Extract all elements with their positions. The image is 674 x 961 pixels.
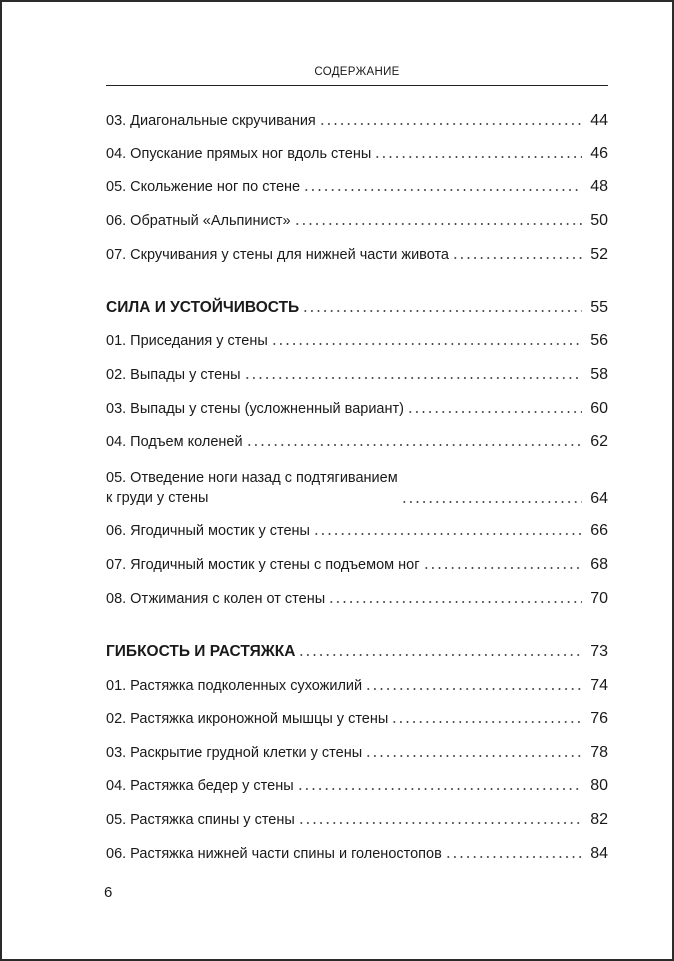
entry-page: 48 — [590, 178, 608, 195]
entry-title: 05. Растяжка спины у стены — [106, 812, 295, 828]
entry-page: 66 — [590, 522, 608, 539]
entry-title: 08. Отжимания с колен от стены — [106, 591, 326, 607]
dot-leader — [244, 376, 582, 380]
entry-title: 01. Растяжка подколенных сухожилий — [106, 678, 363, 694]
entry-page: 74 — [590, 677, 608, 694]
entry-title: 02. Выпады у стены — [106, 367, 241, 383]
entry-page: 55 — [590, 299, 608, 316]
entry-title: 04. Подъем коленей — [106, 434, 243, 450]
toc-entry[interactable] — [106, 710, 608, 728]
entry-title: 06. Растяжка нижней части спины и голеностопов — [106, 846, 442, 862]
dot-leader — [423, 566, 582, 570]
dot-leader — [246, 443, 582, 447]
dot-leader — [297, 787, 582, 791]
toc-entry[interactable] — [106, 400, 608, 418]
entry-title: 07. Скручивания у стены для нижней части живота — [106, 247, 450, 263]
page-number: 6 — [104, 884, 113, 901]
entry-title: ГИБКОСТЬ И РАСТЯЖКА — [106, 643, 296, 660]
entry-page: 80 — [590, 777, 608, 794]
dot-leader — [328, 600, 582, 604]
entry-title: 03. Диагональные скручивания — [106, 113, 316, 129]
entry-page: 68 — [590, 556, 608, 573]
entry-title: 05. Скольжение ног по стене — [106, 179, 301, 195]
entry-page: 62 — [590, 433, 608, 450]
toc-entry[interactable] — [106, 246, 608, 264]
entry-title: 01. Приседания у стены — [106, 333, 268, 349]
toc-entry[interactable] — [106, 212, 608, 230]
entry-title: 04. Растяжка бедер у стены — [106, 778, 294, 794]
dot-leader — [365, 687, 582, 691]
entry-page: 52 — [590, 246, 608, 263]
dot-leader — [298, 821, 582, 825]
toc-entry[interactable] — [106, 522, 608, 540]
dot-leader — [391, 720, 582, 724]
toc-entry[interactable] — [106, 178, 608, 196]
entry-page: 44 — [590, 112, 608, 129]
entry-title: 06. Ягодичный мостик у стены — [106, 523, 310, 539]
entry-page: 50 — [590, 212, 608, 229]
dot-leader — [313, 532, 582, 536]
dot-leader — [401, 500, 582, 504]
header-rule — [106, 85, 608, 86]
entry-title: 05. Отведение ноги назад с подтягиванием к груди у стены — [106, 470, 398, 506]
dot-leader — [294, 222, 582, 226]
toc-entry[interactable] — [106, 556, 608, 574]
dot-leader — [303, 188, 582, 192]
toc-entry[interactable] — [106, 677, 608, 695]
toc-entry[interactable] — [106, 433, 608, 451]
toc-entry[interactable] — [106, 777, 608, 795]
entry-page: 60 — [590, 400, 608, 417]
dot-leader — [445, 855, 582, 859]
entry-title: 03. Раскрытие грудной клетки у стены — [106, 745, 363, 761]
entry-page: 78 — [590, 744, 608, 761]
toc-entry[interactable] — [106, 145, 608, 163]
entry-title: 03. Выпады у стены (усложненный вариант) — [106, 401, 404, 417]
entry-page: 82 — [590, 811, 608, 828]
dot-leader — [407, 410, 582, 414]
dot-leader — [271, 342, 582, 346]
entry-title: 07. Ягодичный мостик у стены с подъемом ног — [106, 557, 420, 573]
entry-title: 02. Растяжка икроножной мышцы у стены — [106, 711, 389, 727]
entry-page: 76 — [590, 710, 608, 727]
entry-title: 06. Обратный «Альпинист» — [106, 213, 291, 229]
entry-page: 84 — [590, 845, 608, 862]
dot-leader — [374, 155, 582, 159]
entry-title: 04. Опускание прямых ног вдоль стены — [106, 146, 372, 162]
toc-entry[interactable] — [106, 332, 608, 350]
dot-leader — [319, 122, 582, 126]
toc-entry[interactable] — [106, 845, 608, 863]
toc-entry[interactable] — [106, 366, 608, 384]
entry-page: 64 — [590, 490, 608, 507]
toc-section-entry[interactable] — [106, 299, 608, 317]
dot-leader — [298, 653, 582, 657]
entry-page: 58 — [590, 366, 608, 383]
toc-entry[interactable] — [106, 811, 608, 829]
entry-page: 73 — [590, 643, 608, 660]
toc-entry[interactable] — [106, 590, 608, 608]
entry-page: 46 — [590, 145, 608, 162]
toc-entry[interactable] — [106, 744, 608, 762]
toc-entry[interactable] — [106, 112, 608, 130]
toc-entry[interactable] — [106, 468, 608, 508]
toc-section-entry[interactable] — [106, 643, 608, 661]
entry-title: СИЛА И УСТОЙЧИВОСТЬ — [106, 299, 300, 316]
dot-leader — [302, 309, 582, 313]
dot-leader — [365, 754, 582, 758]
dot-leader — [452, 256, 582, 260]
entry-page: 70 — [590, 590, 608, 607]
running-header: СОДЕРЖАНИЕ — [314, 66, 400, 78]
entry-page: 56 — [590, 332, 608, 349]
